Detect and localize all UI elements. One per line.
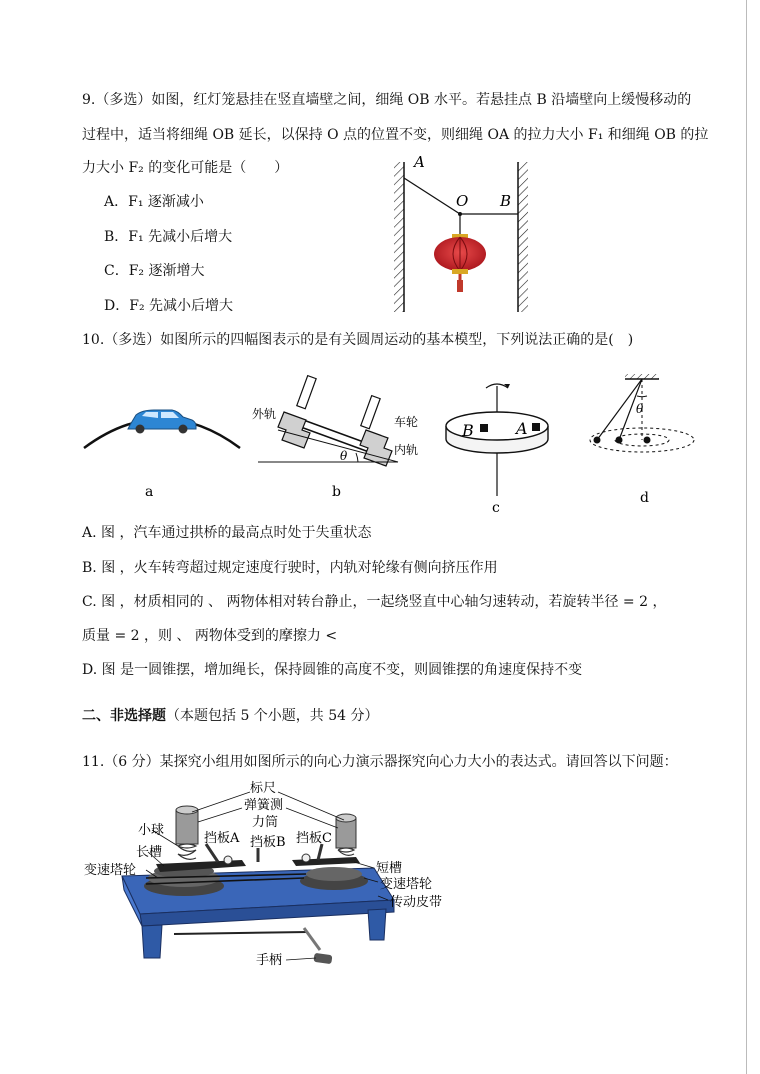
- q10-option-c: C. 图 ，材质相同的 、 两物体相对转台静止，一起绕竖直中心轴匀速转动，若旋转半径 = 2 ，: [82, 594, 667, 610]
- left-spring-cylinder: [176, 806, 198, 859]
- q10-option-c-cont: 质量 = 2 ，则 、 两物体受到的摩擦力 <: [82, 628, 338, 644]
- label-handle: 手柄: [256, 953, 283, 968]
- label-spring-1: 弹簧测: [244, 798, 284, 813]
- figure-d-conical-pendulum: [585, 374, 715, 509]
- page-edge-line: [746, 0, 747, 1074]
- label-tower-left: 变速塔轮: [84, 863, 137, 878]
- bob-1: [594, 437, 601, 444]
- bob-2: [616, 437, 623, 444]
- point-o: [458, 212, 462, 216]
- right-spring-cylinder: [336, 814, 356, 855]
- label-belt: 传动皮带: [390, 895, 443, 910]
- label-a: A: [414, 153, 425, 171]
- label-block-a: A: [516, 419, 528, 438]
- label-baffle-a: 挡板A: [204, 831, 240, 846]
- section-2-title: 二、非选择题: [82, 708, 166, 724]
- left-wall-hatch: [394, 162, 404, 312]
- caption-c: c: [492, 500, 500, 516]
- centripetal-force-apparatus: [82, 778, 462, 978]
- right-wall-hatch: [518, 162, 528, 312]
- label-baffle-b: 挡板B: [250, 835, 286, 850]
- section-2-note: （本题包括 5 个小题，共 54 分）: [166, 708, 379, 724]
- label-b: B: [500, 192, 512, 210]
- label-short-slot: 短槽: [376, 861, 403, 876]
- label-block-b: B: [462, 421, 474, 440]
- lantern-icon: [434, 234, 486, 292]
- figure-a-arch-bridge: [82, 398, 242, 508]
- q9-line3: 力大小 F₂ 的变化可能是（ ）: [82, 160, 289, 176]
- label-scale: 标尺: [250, 781, 277, 796]
- label-outer-rail: 外轨: [252, 407, 277, 421]
- lantern-figure: [386, 150, 536, 318]
- q9-option-c: C．F₂ 逐渐增大: [104, 263, 205, 279]
- block-a: [532, 423, 540, 431]
- car-icon: [128, 410, 196, 434]
- label-ball: 小球: [138, 823, 165, 838]
- bob-3: [644, 437, 651, 444]
- left-wheel: [278, 412, 310, 448]
- q10-option-d: D. 图 是一圆锥摆，增加绳长，保持圆锥的高度不变，则圆锥摆的角速度保持不变: [82, 662, 583, 678]
- caption-a: a: [145, 484, 154, 500]
- right-wheel: [360, 430, 392, 466]
- caption-d: d: [640, 490, 649, 506]
- label-long-slot: 长槽: [136, 845, 163, 860]
- ball-right: [302, 854, 310, 862]
- q11-stem: 11.（6 分）某探究小组用如图所示的向心力演示器探究向心力大小的表达式。请回答以下问题：: [82, 754, 678, 770]
- label-theta-d: θ: [636, 402, 644, 416]
- label-tower-right: 变速塔轮: [380, 877, 433, 892]
- q10-option-a: A. 图 ，汽车通过拱桥的最高点时处于失重状态: [82, 525, 372, 541]
- q9-option-b: B．F₁ 先减小后增大: [104, 229, 233, 245]
- q9-option-d: D．F₂ 先减小后增大: [104, 298, 234, 314]
- section-2-heading: [82, 706, 379, 726]
- figure-c-turntable: [440, 376, 560, 516]
- label-spring-2: 力筒: [252, 815, 279, 830]
- label-o: O: [456, 192, 469, 210]
- q9-option-a: A．F₁ 逐渐减小: [104, 194, 204, 210]
- figure-b-rail-curve: [248, 372, 438, 507]
- ball-left: [224, 856, 232, 864]
- label-baffle-c: 挡板C: [296, 831, 332, 846]
- label-inner-rail: 内轨: [394, 443, 419, 457]
- right-tower-pulley: [300, 867, 368, 890]
- label-theta-b: θ: [340, 449, 348, 463]
- q10-stem: 10.（多选）如图所示的四幅图表示的是有关圆周运动的基本模型，下列说法正确的是( ): [82, 332, 634, 348]
- block-b: [480, 424, 488, 432]
- caption-b: b: [332, 484, 341, 500]
- label-wheel: 车轮: [394, 415, 419, 429]
- q9-line1: 9.（多选）如图，红灯笼悬挂在竖直墙壁之间，细绳 OB 水平。若悬挂点 B 沿墙壁向上缓慢移动的: [82, 92, 692, 108]
- q10-option-b: B. 图 ，火车转弯超过规定速度行驶时，内轨对轮缘有侧向挤压作用: [82, 560, 498, 576]
- q9-line2: 过程中，适当将细绳 OB 延长，以保持 O 点的位置不变，则细绳 OA 的拉力大小 F₁ 和细绳 OB 的拉: [82, 127, 709, 143]
- rope-oa: [404, 178, 460, 214]
